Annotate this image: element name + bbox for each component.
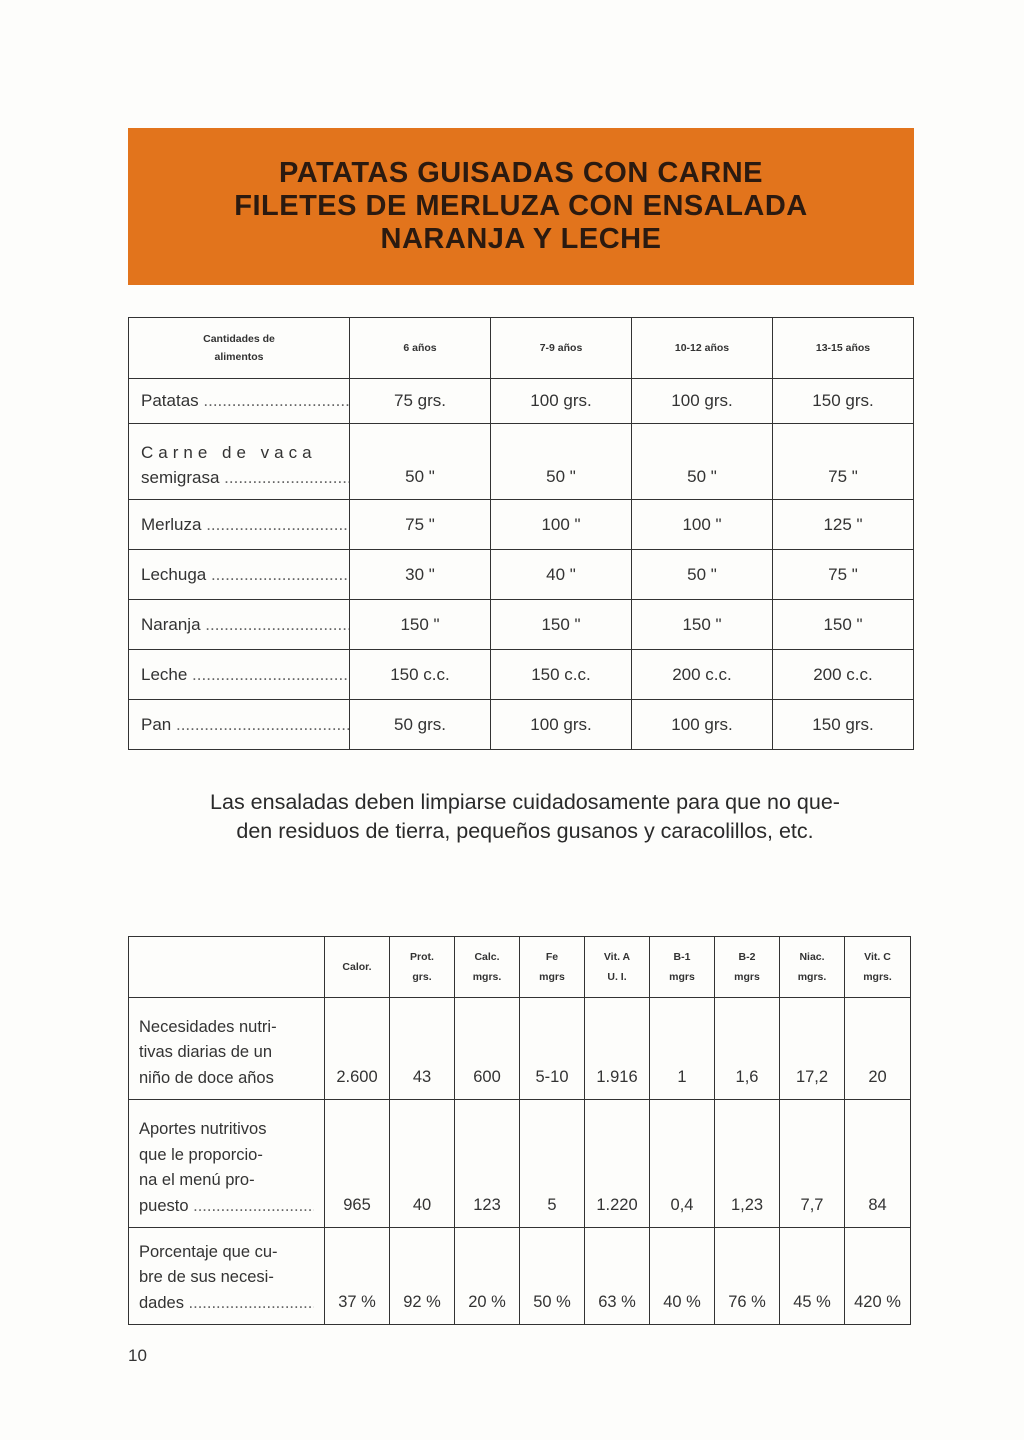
table-cell: 75 ": [350, 500, 491, 550]
row-label-line: puesto .....: [139, 1197, 314, 1215]
table-cell: 50 ": [632, 550, 773, 600]
header-nutrient: [715, 937, 780, 998]
header-age-col: 10-12 años: [632, 318, 773, 379]
header-age-col: 6 años: [350, 318, 491, 379]
table-cell: 76 %: [715, 1228, 780, 1325]
table-row: [129, 379, 914, 424]
row-label-line-1: Carne de vaca: [141, 442, 317, 462]
table-cell: 45 %: [780, 1228, 845, 1325]
row-label-line: que le proporcio-: [139, 1145, 263, 1164]
table-cell: 123: [455, 1100, 520, 1228]
header-nutrient: [325, 937, 390, 998]
row-label-line-2: semigrasa .....: [141, 468, 349, 487]
header-line-2: mgrs: [669, 971, 695, 983]
header-line-2: mgrs.: [797, 971, 827, 983]
row-label-line: Porcentaje que cu-: [139, 1242, 278, 1261]
header-nutrient: [455, 937, 520, 998]
table-row: [129, 424, 914, 500]
table-cell: 50 %: [520, 1228, 585, 1325]
table-cell: 92 %: [390, 1228, 455, 1325]
row-label-text: Naranja .....: [141, 615, 349, 634]
row-label-line: bre de sus necesi-: [139, 1268, 274, 1286]
table-cell: 75 ": [773, 424, 914, 500]
header-nutrient: [390, 937, 455, 998]
table-cell: 20 %: [455, 1228, 520, 1325]
row-label: [129, 650, 350, 700]
row-label: [129, 424, 350, 500]
table-cell: 40: [390, 1100, 455, 1228]
header-age-col: 13-15 años: [773, 318, 914, 379]
header-line-1: Prot.: [410, 951, 434, 963]
header-food-label-2: alimentos: [214, 351, 264, 363]
header-line-2: mgrs: [734, 971, 760, 983]
table-cell: 150 grs.: [773, 700, 914, 750]
banner-line-3: NARANJA Y LECHE: [380, 223, 662, 255]
nutrition-table: [128, 936, 911, 1325]
table-cell: 84: [845, 1100, 911, 1228]
quantities-header-row: [129, 318, 914, 379]
table-cell: 1,23: [715, 1100, 780, 1228]
header-nutrient: [845, 937, 911, 998]
header-line-1: Calor.: [342, 961, 372, 973]
salad-note: [130, 788, 920, 846]
table-cell: 150 c.c.: [491, 650, 632, 700]
header-line-1: Vit. C: [864, 951, 891, 963]
row-label-text: Merluza .....: [141, 515, 349, 534]
header-line-1: Calc.: [474, 951, 500, 963]
row-label-line: na el menú pro-: [139, 1171, 255, 1189]
quantities-table: [128, 317, 914, 750]
table-cell: 1.220: [585, 1100, 650, 1228]
table-cell: 100 grs.: [632, 379, 773, 424]
nutrition-header-row: [129, 937, 911, 998]
header-line-2: U. I.: [607, 971, 627, 983]
row-label-line: dades .....: [139, 1294, 314, 1312]
table-cell: 150 ": [632, 600, 773, 650]
table-row: [129, 650, 914, 700]
table-cell: 150 ": [491, 600, 632, 650]
header-line-1: B-1: [673, 951, 691, 963]
table-cell: 150 grs.: [773, 379, 914, 424]
row-label: [129, 1100, 325, 1228]
table-cell: 20: [845, 998, 911, 1100]
row-label: [129, 500, 350, 550]
table-cell: 100 grs.: [632, 700, 773, 750]
table-cell: 43: [390, 998, 455, 1100]
row-label: [129, 600, 350, 650]
table-cell: 0,4: [650, 1100, 715, 1228]
header-line-2: mgrs.: [472, 971, 502, 983]
row-label-line: Necesidades nutri-: [139, 1017, 277, 1036]
row-label: [129, 379, 350, 424]
table-cell: 40 ": [491, 550, 632, 600]
table-cell: 100 grs.: [491, 379, 632, 424]
table-cell: 50 ": [632, 424, 773, 500]
table-cell: 50 ": [491, 424, 632, 500]
salad-note-line-1: Las ensaladas deben limpiarse cuidadosamente para que no que-: [210, 790, 840, 814]
table-cell: 200 c.c.: [773, 650, 914, 700]
header-line-1: B-2: [738, 951, 756, 963]
table-cell: 7,7: [780, 1100, 845, 1228]
table-row: [129, 550, 914, 600]
table-row: [129, 600, 914, 650]
table-cell: 150 c.c.: [350, 650, 491, 700]
row-label: [129, 550, 350, 600]
table-row: [129, 1228, 911, 1325]
header-line-1: Vit. A: [603, 951, 631, 963]
table-cell: 50 grs.: [350, 700, 491, 750]
row-label-line: tivas diarias de un: [139, 1043, 272, 1061]
header-nutrient: [585, 937, 650, 998]
header-nutrient: [650, 937, 715, 998]
row-label-text: Leche .....: [141, 665, 349, 684]
table-cell: 75 ": [773, 550, 914, 600]
table-cell: 2.600: [325, 998, 390, 1100]
header-age-col: 7-9 años: [491, 318, 632, 379]
table-row: [129, 1100, 911, 1228]
table-cell: 100 ": [632, 500, 773, 550]
table-cell: 965: [325, 1100, 390, 1228]
row-label-text: Lechuga .....: [141, 565, 349, 584]
header-line-2: grs.: [412, 971, 432, 983]
table-cell: 150 ": [350, 600, 491, 650]
table-row: [129, 700, 914, 750]
table-cell: 40 %: [650, 1228, 715, 1325]
table-cell: 100 ": [491, 500, 632, 550]
table-cell: 75 grs.: [350, 379, 491, 424]
table-cell: 150 ": [773, 600, 914, 650]
table-cell: 420 %: [845, 1228, 911, 1325]
table-cell: 200 c.c.: [632, 650, 773, 700]
banner-line-1: PATATAS GUISADAS CON CARNE: [279, 157, 763, 189]
header-line-2: mgrs: [539, 971, 565, 983]
row-label: [129, 700, 350, 750]
table-cell: 30 ": [350, 550, 491, 600]
row-label-text: Pan .....: [141, 715, 349, 734]
header-line-1: Fe: [545, 951, 559, 963]
table-cell: 600: [455, 998, 520, 1100]
table-row: [129, 998, 911, 1100]
row-label-text: Patatas .....: [141, 391, 349, 410]
table-cell: 125 ": [773, 500, 914, 550]
header-nutrient: [520, 937, 585, 998]
table-cell: 1,6: [715, 998, 780, 1100]
header-empty: [129, 937, 325, 998]
banner-line-2: FILETES DE MERLUZA CON ENSALADA: [234, 190, 808, 222]
header-food-label: [129, 318, 350, 379]
row-label-line: Aportes nutritivos: [139, 1120, 267, 1138]
table-cell: 1: [650, 998, 715, 1100]
header-food-label-1: Cantidades de: [203, 333, 275, 345]
table-cell: 37 %: [325, 1228, 390, 1325]
header-nutrient: [780, 937, 845, 998]
row-label: [129, 998, 325, 1100]
table-cell: 50 ": [350, 424, 491, 500]
table-row: [129, 500, 914, 550]
table-cell: 1.916: [585, 998, 650, 1100]
table-cell: 5: [520, 1100, 585, 1228]
table-cell: 17,2: [780, 998, 845, 1100]
title-banner: [128, 128, 914, 285]
table-cell: 100 grs.: [491, 700, 632, 750]
table-cell: 5-10: [520, 998, 585, 1100]
row-label-line: niño de doce años: [139, 1068, 274, 1087]
table-cell: 63 %: [585, 1228, 650, 1325]
header-line-1: Niac.: [799, 951, 825, 963]
salad-note-line-2: den residuos de tierra, pequeños gusanos y caracolillos, etc.: [236, 819, 814, 843]
page-number: 10: [128, 1346, 147, 1365]
header-line-2: mgrs.: [863, 971, 892, 983]
row-label: [129, 1228, 325, 1325]
